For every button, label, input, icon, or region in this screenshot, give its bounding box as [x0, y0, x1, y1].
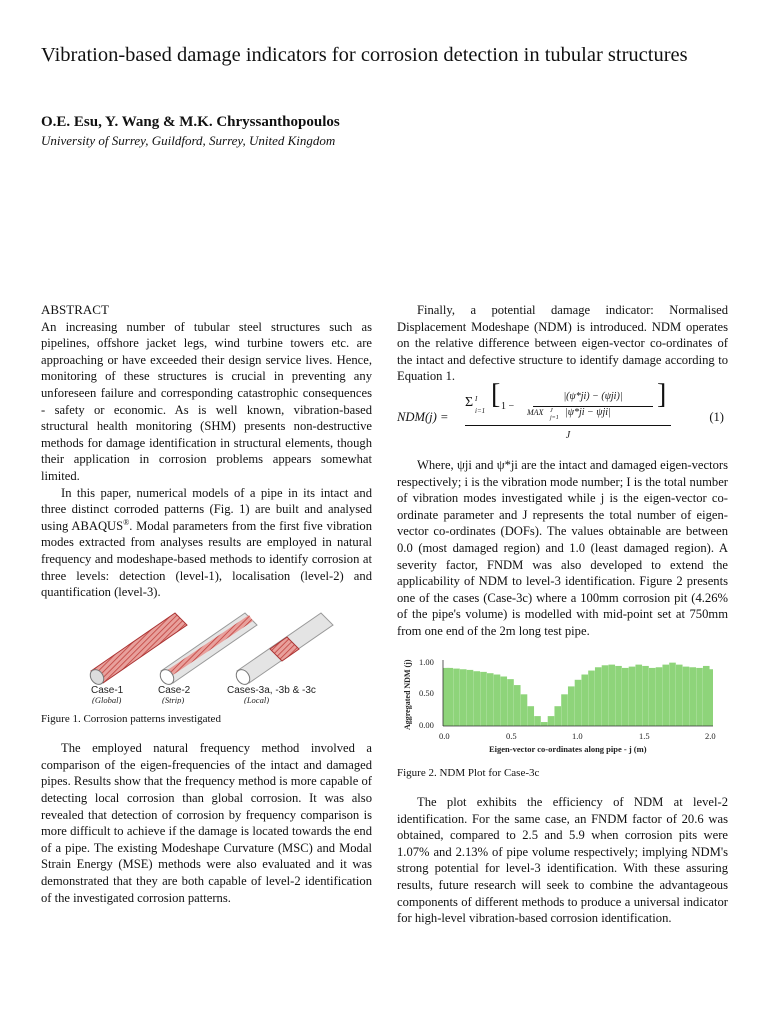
ndm-bar [507, 679, 514, 726]
equation-bracket-left: [ [491, 378, 501, 410]
equation-inner-numerator: |(ψ*ji) − (ψji)| [533, 389, 653, 407]
ndm-bar [575, 679, 582, 725]
x-tick-1.0: 1.0 [572, 730, 583, 741]
equation-fraction [465, 378, 671, 445]
ndm-bar [615, 665, 622, 725]
abstract-paragraph-1: An increasing number of tubular steel structures such as pipelines, offshore jacket legs, wind turbine towers etc. are approaching or have exceeded their design service lives. Hence, monitoring of these structures is crucial in preventing any unforeseen failure and corresponding catastrophic consequences - safety or economic. As is well known, vibration-based structural health monitoring (SHM) presents non-destructive methods for damage identification in structural elements, though their application in corrosion problems appears somewhat limited. [41, 319, 372, 483]
ndm-bar [696, 667, 703, 725]
x-tick-0.5: 0.5 [506, 730, 517, 741]
x-tick-1.5: 1.5 [639, 730, 650, 741]
figure-2-ndm-chart [397, 650, 728, 760]
ndm-bar [480, 671, 487, 725]
y-axis-label: Aggregated NDM (j) [403, 659, 412, 730]
y-tick-0: 0.00 [419, 719, 434, 730]
ndm-bars [443, 662, 713, 725]
ndm-bar [588, 670, 595, 725]
equation-sum: Σ [465, 394, 474, 410]
affiliation: University of Surrey, Guildford, Surrey, United Kingdom [41, 133, 336, 148]
equation-inner-denominator: |ψ*ji − ψji| [565, 406, 611, 418]
right-paragraph-3: The plot exhibits the efficiency of NDM at level-2 identification. For the same case, an FNDM factor of 20.6 was obtained, compared to 2.5 and 5.9 when corrosion pits were 1.07% and 2.13% of pipe volume respectively; implying NDM's strong potential for level-3 identification. With these assuring results, future research will seek to combine the advantageous components of different methods to produce a universal indicator for high-level vibration-based corrosion identification. [397, 795, 728, 926]
paper-title: Vibration-based damage indicators for corrosion detection in tubular structures [41, 44, 688, 66]
registered-mark: ® [123, 517, 130, 527]
ndm-bar [683, 666, 690, 725]
ndm-bar [568, 686, 575, 726]
paragraph-2-part-a: In this paper, numerical models of a pipe in its intact and three distinct corroded patterns (Fig. 1) are built and analysed using ABAQUS [41, 485, 372, 533]
figure-1-label-1: Case-1 [91, 684, 124, 696]
equation-lhs: NDM(j) = [397, 409, 449, 424]
figure-1-caption: Figure 1. Corrosion patterns investigated [41, 713, 221, 726]
equation-one-minus: 1 − [501, 400, 515, 412]
ndm-bar [541, 722, 548, 726]
right-paragraph-2: Where, ψji and ψ*ji are the intact and damaged eigen-vectors respectively; i is the vibration mode number; I is the total number of vibration modes investigated while j is the eigen-vector co-ordinate parameter and J represents the total number of eigen-vector co-ordinates (DOFs). The values obtainable are between 0.0 (most damaged region) and 1.0 (least damaged region). A severity factor, FNDM was also developed to extend the applicability of NDM to level-3 identification. Figure 2 presents one of the cases (Case-3c) where a 100mm corrosion pit (4.26% of the pipe's volume) is modelled with mid-point set at 750mm from one end of the 2m long test pipe. [397, 457, 728, 638]
ndm-bar [446, 667, 453, 725]
y-tick-1: 1.00 [419, 656, 434, 667]
ndm-bar [473, 671, 480, 726]
x-tick-0: 0.0 [439, 730, 450, 741]
abstract-paragraph-2 [41, 485, 372, 601]
ndm-bar [554, 706, 561, 726]
ndm-bar [608, 664, 615, 725]
figure-2-caption: Figure 2. NDM Plot for Case-3c [397, 767, 540, 780]
equation-max: MAX [527, 407, 544, 417]
equation-max-sup: J [550, 407, 553, 414]
ndm-bar [676, 664, 683, 725]
ndm-bar [602, 665, 609, 726]
ndm-bar [453, 668, 460, 725]
ndm-bar [635, 664, 642, 725]
abstract-heading: ABSTRACT [41, 302, 109, 317]
ndm-bar [561, 694, 568, 726]
ndm-bar [669, 662, 676, 725]
equation-bracket-right: ] [657, 378, 667, 410]
ndm-bar [595, 667, 602, 726]
ndm-bar [629, 666, 636, 725]
ndm-bar [642, 665, 649, 725]
right-paragraph-1: Finally, a potential damage indicator: Normalised Displacement Modeshape (NDM) is introduced. NDM operates on the relative difference between eigen-vector co-ordinates of the intact and defective structure to identify damage according to Equation 1. [397, 303, 728, 384]
figure-1-sublabel-2: (Strip) [162, 694, 185, 704]
figure-1-sublabel-3: (Local) [244, 694, 270, 704]
figure-1-pipes [41, 609, 372, 704]
ndm-bar [500, 676, 507, 726]
figure-1-label-2: Case-2 [158, 684, 191, 696]
x-axis-label: Eigen-vector co-ordinates along pipe - j (m) [489, 743, 647, 754]
equation-number: (1) [709, 409, 724, 424]
ndm-bar [460, 669, 467, 726]
ndm-bar [706, 669, 713, 726]
ndm-bar [487, 673, 494, 726]
ndm-bar [467, 669, 474, 725]
right-column [397, 302, 728, 927]
ndm-bar [656, 667, 663, 726]
equation-numerator [465, 378, 671, 426]
ndm-bar [514, 685, 521, 726]
y-tick-0.5: 0.50 [419, 687, 434, 698]
equation-1 [397, 378, 728, 449]
equation-denominator: J [565, 429, 571, 441]
ndm-bar [662, 664, 669, 725]
ndm-bar [622, 667, 629, 725]
ndm-bar [689, 667, 696, 726]
paragraph-2-part-b: . Modal parameters from the first five vibration modes extracted from analyses results are employed in natural frequency and modeshape-based methods to identify corrosion at three levels: detection (level-1), localisation (level-2) and quantification (level-3). [41, 518, 372, 600]
figure-1-sublabel-1: (Global) [92, 694, 122, 704]
ndm-bar [649, 667, 656, 725]
figure-1-label-3: Cases-3a, -3b & -3c [227, 684, 316, 696]
equation-sum-sub: i=1 [475, 406, 486, 415]
ndm-bar [527, 706, 534, 726]
ndm-bar [581, 674, 588, 725]
ndm-bar [521, 694, 528, 726]
equation-max-sub: j=1 [550, 414, 559, 421]
authors: O.E. Esu, Y. Wang & M.K. Chryssanthopoulos [41, 114, 340, 130]
ndm-bar [548, 716, 555, 726]
abstract-paragraph-3: The employed natural frequency method involved a comparison of the eigen-frequencies of the intact and damaged pipes. Results show that the frequency method is more capable of detecting local corrosion than global corrosion. It was also revealed that detection of corrosion by frequency comparison is more difficult to achieve if the damage is located towards the end of a pipe. The existing Modeshape Curvature (MSC) and Modal Strain Energy (MSE) methods were also evaluated and it was demonstrated that they are both capable of level-2 identification of the investigated corrosion patterns. [41, 741, 372, 905]
left-column [41, 302, 372, 906]
ndm-bar [534, 716, 541, 726]
ndm-bar [494, 674, 501, 725]
equation-sum-sup: I [475, 394, 478, 403]
x-tick-2.0: 2.0 [705, 730, 716, 741]
